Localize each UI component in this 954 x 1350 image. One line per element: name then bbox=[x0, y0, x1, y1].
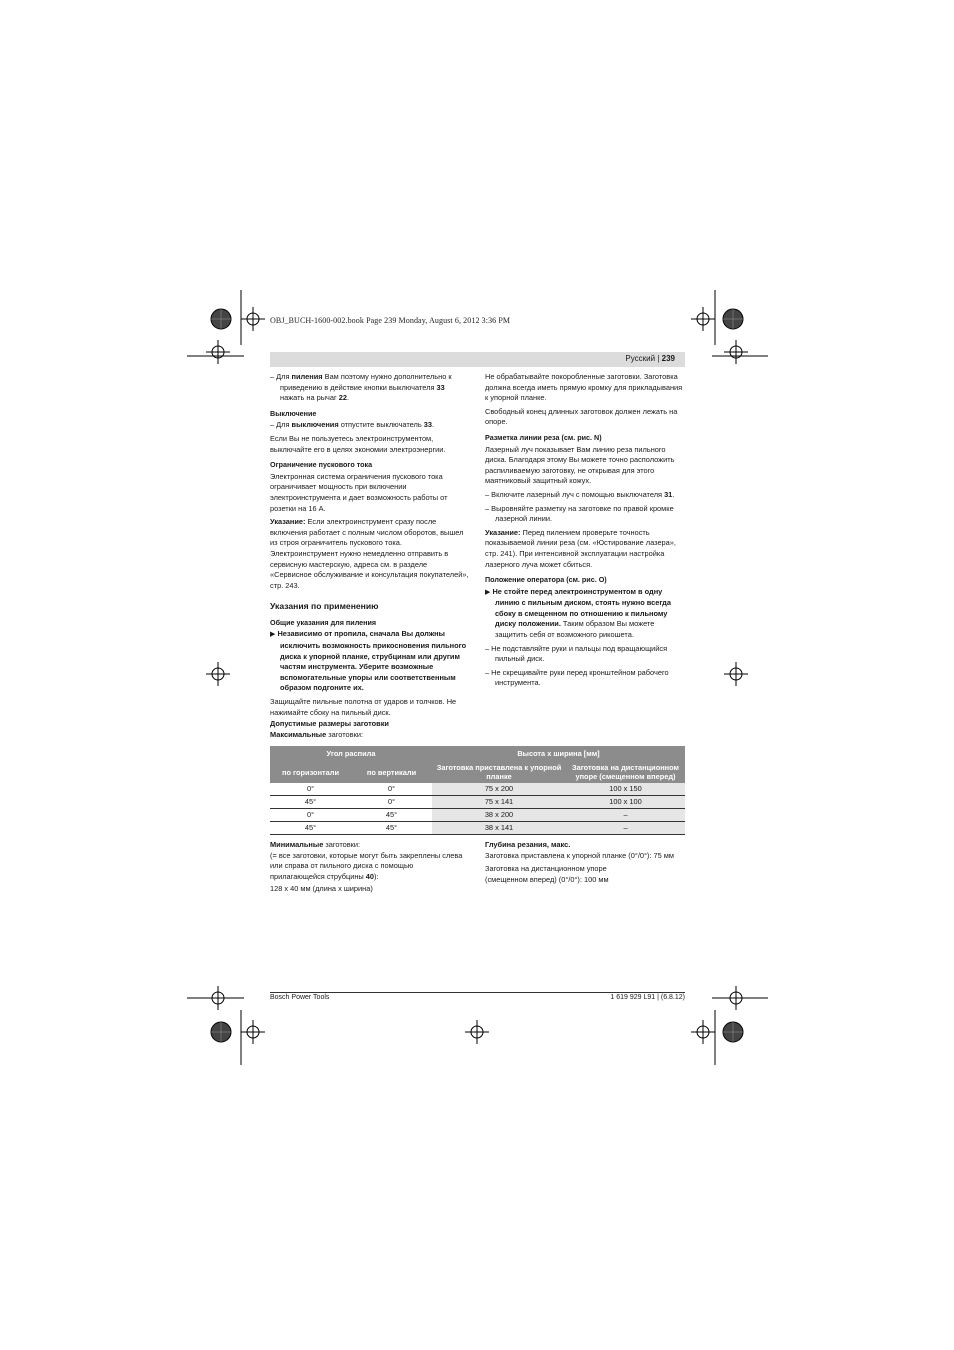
cut-depth-spacer-b: (смещенном вперед) (0°/0°): 100 мм bbox=[485, 874, 609, 884]
header-page-number: 239 bbox=[661, 354, 675, 363]
th-against-fence: Заготовка приставлена к упорной планке bbox=[432, 761, 566, 783]
laser-item-switch: – Включите лазерный луч с помощью выключателя 31. bbox=[485, 489, 675, 499]
min-workpiece-value: 128 x 40 мм (длина x ширина) bbox=[270, 884, 373, 894]
note-starting-current: Указание: Если электроинструмент сразу после включения работает с полным числом оборотов, вышел из строя ограничитель пускового тока. Электроинструмент нужно немедленно отправить в сервисную мастерскую, адреса см. в разделе «Сервисное обслуживание и консультация покупателей», стр. 243. bbox=[270, 517, 469, 590]
switch-off-instruction: – Для выключения отпустите выключатель 33. bbox=[270, 420, 435, 430]
item-hands: – Не подставляйте руки и пальцы под вращающийся пильный диск. bbox=[485, 643, 668, 664]
warning-operator-position: ▶ Не стойте перед электроинструментом в одну линию с пильным диском, стоять нужно всегда сбоку в смещенном по отношению к пильному диску положении. Таким образом Вы можете защитить себя от возможного рикошета. bbox=[485, 586, 671, 640]
header-separator: | bbox=[655, 354, 662, 363]
header-language: Русский bbox=[625, 354, 656, 363]
table-row: 0° 45° 38 x 200 – bbox=[270, 809, 685, 822]
heading-general-sawing: Общие указания для пиления bbox=[270, 617, 377, 627]
table-row: 0° 0° 75 x 200 100 x 150 bbox=[270, 783, 685, 796]
note-laser: Указание: Перед пилением проверьте точность показываемой линии реза (см. «Юстирование лазера», стр. 241). При интенсивной эксплуатации настройка лазерного луча может сбиться. bbox=[485, 527, 676, 569]
sizes-heading: Допустимые размеры заготовки bbox=[270, 719, 389, 728]
min-workpiece-note: (= все заготовки, которые могут быть закреплены слева или справа от пильного диска с помощью прилагающейся струбцины 40): bbox=[270, 850, 463, 881]
heading-switch-off: Выключение bbox=[270, 408, 317, 418]
footer-code: 1 619 929 L91 | (6.8.12) bbox=[610, 994, 685, 1001]
crosshair-marks bbox=[206, 307, 748, 1044]
table-row: 45° 45° 38 x 141 – bbox=[270, 822, 685, 835]
heading-operator-position: Положение оператора (см. рис. O) bbox=[485, 575, 607, 585]
cut-depth-spacer-a: Заготовка на дистанционном упоре bbox=[485, 864, 607, 874]
th-on-spacer: Заготовка на дистанционном упоре (смещенном вперед) bbox=[566, 761, 685, 783]
heading-starting-current: Ограничение пускового тока bbox=[270, 460, 373, 470]
laser-item-align: – Выровняйте разметку на заготовке по правой кромке лазерной линии. bbox=[485, 503, 674, 524]
th-vertical: по вертикали bbox=[351, 761, 432, 783]
th-dimensions: Высота x ширина [мм] bbox=[432, 746, 685, 761]
long-workpiece-text: Свободный конец длинных заготовок должен лежать на опоре. bbox=[485, 406, 678, 427]
warning-blade-contact: ▶ Независимо от пропила, сначала Вы должны исключить возможность прикосновения пильного диска к упорной планке, струбцинам или другим частям инструмента. Уберите возможные вспомогательные упоры или соответственным образом подгоните их. bbox=[270, 629, 467, 693]
warped-workpiece-text: Не обрабатывайте покоробленные заготовки. Заготовка должна всегда иметь прямую кромку для прикладывания к упорной планке. bbox=[485, 372, 683, 403]
max-workpiece-label: Максимальные заготовки: bbox=[270, 729, 364, 739]
color-wheel-marks bbox=[211, 309, 743, 1042]
cut-depth-heading: Глубина резания, макс. bbox=[485, 840, 571, 849]
table-row: 45° 0° 75 x 141 100 x 100 bbox=[270, 796, 685, 809]
heading-usage: Указания по применению bbox=[270, 601, 379, 612]
laser-text: Лазерный луч показывает Вам линию реза пильного диска. Благодаря этому Вы можете точно расположить распиливаемую заготовку, не открывая для этого маятниковый защитный кожух. bbox=[485, 444, 675, 486]
heading-laser: Разметка линии реза (см. рис. N) bbox=[485, 432, 602, 442]
th-horizontal: по горизонтали bbox=[270, 761, 351, 783]
warning-triangle-icon: ▶ bbox=[270, 631, 276, 639]
th-cut-angle: Угол распила bbox=[270, 746, 432, 761]
footer-brand: Bosch Power Tools bbox=[270, 994, 330, 1001]
energy-saving-text: Если Вы не пользуетесь электроинструментом, выключайте его в целях экономии электроэнергии. bbox=[270, 433, 446, 454]
sawing-instruction: – Для пиления Вам поэтому нужно дополнительно к приведению в действие кнопки выключателя 33 нажать на рычаг 22. bbox=[270, 372, 452, 403]
item-cross-arms: – Не скрещивайте руки перед кронштейном рабочего инструмента. bbox=[485, 667, 669, 688]
starting-current-text: Электронная система ограничения пускового тока ограничивает мощность при включении электроинструмента и дает возможность работы от розетки на 16 А. bbox=[270, 471, 448, 513]
cut-depth-fence: Заготовка приставлена к упорной планке (0°/0°): 75 мм bbox=[485, 850, 674, 860]
protect-blades-text: Защищайте пильные полотна от ударов и толчков. Не нажимайте сбоку на пильный диск. bbox=[270, 697, 457, 717]
warning-triangle-icon: ▶ bbox=[485, 588, 491, 596]
min-workpiece-label: Минимальные заготовки: bbox=[270, 840, 361, 849]
print-info: OBJ_BUCH-1600-002.book Page 239 Monday, August 6, 2012 3:36 PM bbox=[270, 316, 511, 325]
